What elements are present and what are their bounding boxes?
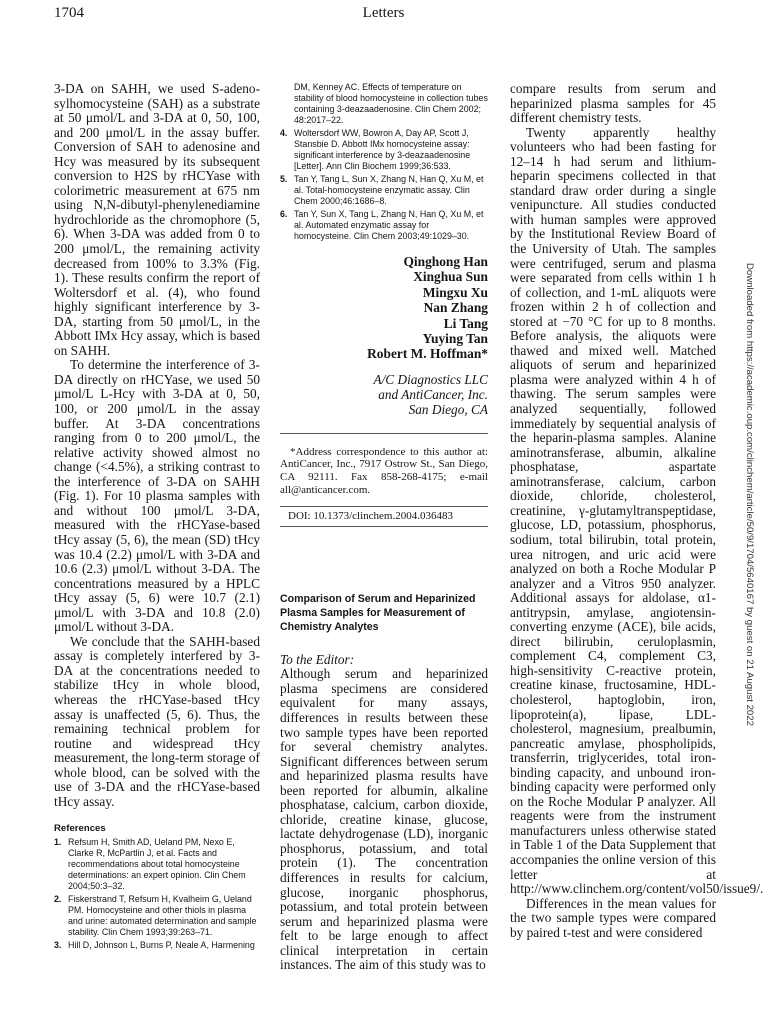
- running-head: Letters: [362, 5, 405, 21]
- col1-paragraph-2: To determine the interference of 3-DA directly on rHCYase, we used 50 μmol/L L-Hcy with 3-DA at 0, 50, 100, or 200 μmol/L in the assay buffer. At 3-DA concentrations ranging from 0 to 200 μmol/L, the relative activity showed almost no change (<4.5%), a striking contrast to the interference of 3-DA on SAHH (Fig. 1). For 10 plasma samples with and without 100 μmol/L 3-DA, measured with the rHCYase-based tHcy assay (5, 6), the mean (SD) tHcy was 10.4 (2.2) μmol/L with 3-DA and 10.6 (2.3) μmol/L without 3-DA. The concentrations measured by a HPLC tHcy assay (5, 6) were 10.7 (2.1) μmol/L with 3-DA and 10.8 (2.0) μmol/L without 3-DA.: [54, 357, 260, 635]
- reference-item: 5. Tan Y, Tang L, Sun X, Zhang N, Han Q, Xu M, et al. Total-homocysteine enzymatic assay. Clin Chem 2000;46:1686–8.: [280, 174, 484, 206]
- col3-paragraph-1: compare results from serum and heparinized plasma samples for 45 different chemistry tests.: [510, 81, 716, 126]
- column-1: [54, 82, 260, 953]
- col2-paragraph-1: Although serum and heparinized plasma specimens are considered equivalent for many assays, differences in results between these two sample types have been reported for several chemistry analytes. Significant differences between serum and heparinized plasma results have been reported for albumin, alkaline phosphatase, calcium, carbon dioxide, chloride, creatine kinase, glucose, lactate dehydrogenase (LD), inorganic phosphorus, potassium, and total protein (1). The concentration differences in results for calcium, glucose, inorganic phosphorus, potassium, and total protein between serum and heparinized plasma were felt to be large enough to affect clinical interpretation in certain instances. The aim of this study was to: [280, 666, 488, 973]
- affiliation-line: and AntiCancer, Inc.: [378, 386, 488, 402]
- page-number: 1704: [54, 5, 84, 21]
- author-name: Mingxu Xu: [422, 284, 488, 300]
- author-name: Xinghua Sun: [413, 269, 488, 285]
- affiliation-line: San Diego, CA: [408, 401, 488, 417]
- doi: DOI: 10.1373/clinchem.2004.036483: [280, 506, 488, 527]
- reference-continuation: DM, Kenney AC. Effects of temperature on stability of blood homocysteine in collection tubes containing 3-deazaadenosine. Clin Chem 2002; 48:2017–22.: [294, 82, 488, 125]
- references-heading: References: [54, 823, 106, 835]
- col3-paragraph-2: Twenty apparently healthy volunteers who had been fasting for 12–14 h had serum and lithium-heparin specimens collected in that standard draw order during a single venipuncture. All studies conducted with human samples were approved by the Institutional Review Board of the University of Utah. The samples were centrifuged, serum and plasma were separated from cells within 1 h of collection, and 1-mL aliquots were frozen within 2 h of collection and stored at −70 °C for up to 8 months. Before analysis, the aliquots were thawed and mixed well. Matched aliquots of serum and heparinized plasma were analyzed within 4 h of thawing. The serum samples were analyzed sequentially, followed immediately by sequential analysis of the heparin-plasma samples. Alanine aminotransferase, albumin, alkaline phosphatase, aspartate aminotransferase, calcium, carbon dioxide, chloride, cholesterol, creatinine, γ-glutamyltranspeptidase, glucose, LD, potassium, phosphorus, sodium, total bilirubin, total protein, urea nitrogen, and uric acid were analyzed on both a Roche Modular P analyzer and a Vitros 950 analyzer. Additional assays for aldolase, α1-antitrypsin, amylase, angiotensin-converting enzyme (ACE), bile acids, direct bilirubin, ceruloplasmin, complement C4, complement C3, high-sensitivity C-reactive protein, creatine kinase, fructosamine, HDL-cholesterol, haptoglobin, iron, lipoprotein(a), lipase, LDL-cholesterol, magnesium, prealbumin, pancreatic amylase, phospholipids, transferrin, triglycerides, total iron-binding capacity, and unbound iron-binding capacity were performed only on the Roche Modular P analyzer. All reagents were from the instrument manufacturers unless otherwise stated in Table 1 of the Data Supplement that accompanies the online version of this letter at http://www.clinchem.org/content/vol50/issue9/.: [510, 124, 764, 897]
- affiliation-line: A/C Diagnostics LLC: [373, 371, 488, 387]
- author-name: Yuying Tan: [422, 331, 488, 347]
- correspondence-note: [280, 433, 488, 496]
- author-name: Qinghong Han: [403, 254, 488, 269]
- col3-paragraph-3: Differences in the mean values for the two sample types were compared by paired t-test and were considered: [510, 895, 716, 940]
- correspondence-text: *Address correspondence to this author at: AntiCancer, Inc., 7917 Ostrow St., San Diego, CA 92111. Fax 858-268-4175; e-mail all@anticancer.com.: [280, 445, 488, 496]
- author-name: Nan Zhang: [423, 300, 488, 316]
- reference-item: 3. Hill D, Johnson L, Burns P, Neale A, Harmening: [54, 940, 255, 951]
- article-title: Comparison of Serum and Heparinized Plasma Samples for Measurement of Chemistry Analytes: [280, 593, 476, 633]
- salutation: To the Editor:: [280, 652, 355, 668]
- column-2: [280, 82, 488, 973]
- affiliation: [280, 372, 488, 417]
- reference-item: 2. Fiskerstrand T, Refsum H, Kvalheim G, Ueland PM. Homocysteine and other thiols in plasma and urine: automated determination and sample stability. Clin Chem 1993;39:263–71.: [54, 894, 257, 938]
- page-header: [54, 5, 713, 25]
- reference-item: 1. Refsum H, Smith AD, Ueland PM, Nexo E, Clarke R, McPartlin J, et al. Facts and recommendations about total homocysteine determinations: an expert opinion. Clin Chem 2004;50:3–32.: [54, 837, 246, 892]
- reference-item: 6. Tan Y, Sun X, Tang L, Zhang N, Han Q, Xu M, et al. Automated enzymatic assay for homocysteine. Clin Chem 2003;49:1029–30.: [280, 209, 484, 241]
- download-watermark-text: Downloaded from https://academic.oup.com/clinchem/article/50/9/1704/5640167 by guest on 21 August 2022: [744, 263, 755, 726]
- download-watermark: [741, 263, 755, 1013]
- author-name: Robert M. Hoffman*: [367, 346, 488, 362]
- reference-item: 4. Woltersdorf WW, Bowron A, Day AP, Scott J, Stansbie D. Abbott IMx homocysteine assay: significant interference by 3-deazaadenosine [Letter]. Ann Clin Biochem 1999;36:533.: [280, 128, 471, 171]
- author-name: Li Tang: [443, 315, 488, 331]
- col1-paragraph-3: We conclude that the SAHH-based assay is completely interfered by 3-DA at the concentrations needed to stabilize tHcy in whole blood, whereas the rHCYase-based tHcy assay is unaffected (5, 6). Thus, the remaining technical problem for routine and widespread tHcy measurement, the long-term storage of whole blood, can be solved with the use of 3-DA and the rHCYase-based tHcy assay.: [54, 633, 260, 809]
- col1-paragraph-1: 3-DA on SAHH, we used S-adeno-sylhomocysteine (SAH) as a substrate at 50 μmol/L and 3-DA at 0, 50, 100, and 200 μmol/L in the assay buffer. Conversion of SAH to adenosine and Hcy was measured by its subsequent conversion to H2S by rHCYase with colorimetric measurement at 675 nm using N,N-dibutyl-phenylenediamine hydrochloride as the chromophore (5, 6). When 3-DA was added from 0 to 200 μmol/L, the remaining activity decreased from 100% to 3.3% (Fig. 1). These results confirm the report of Woltersdorf et al. (4), who found highly significant interference by 3-DA, starting from 50 μmol/L, in the Abbott IMx Hcy assay, which is based on SAHH.: [54, 81, 260, 358]
- author-list: [280, 254, 488, 362]
